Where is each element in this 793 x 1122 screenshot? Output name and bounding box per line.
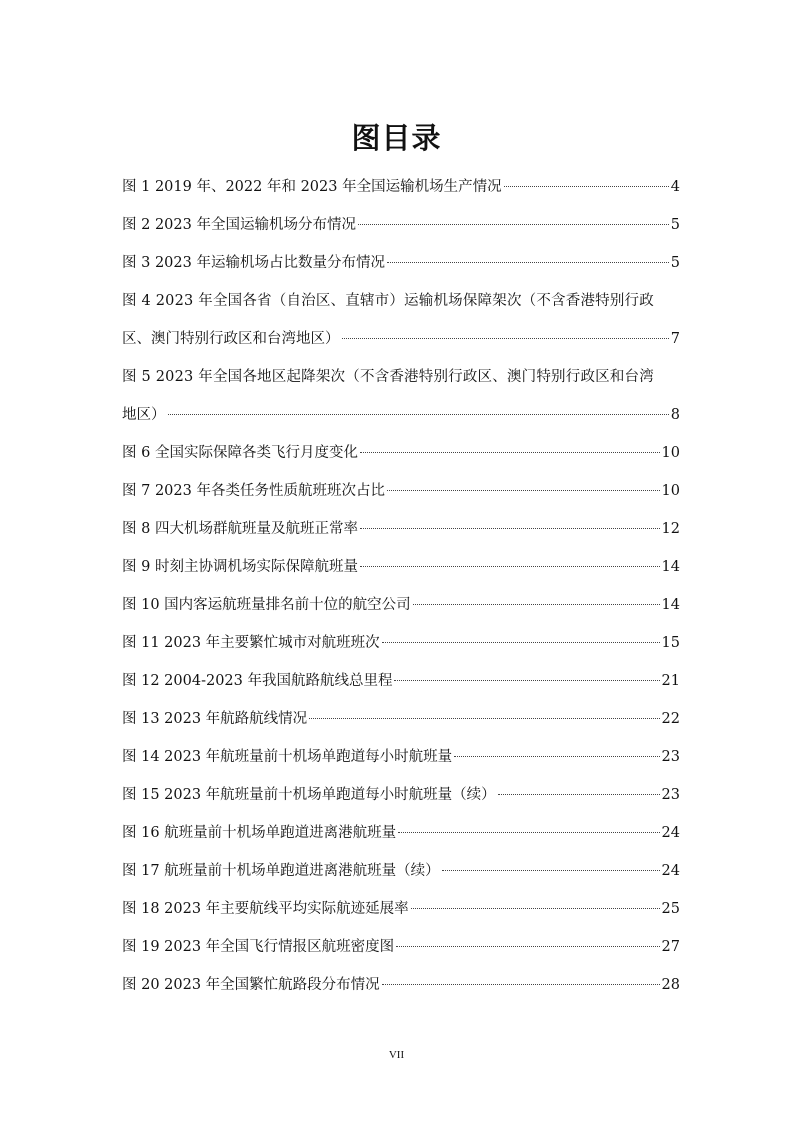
toc-entry-page: 27	[661, 939, 680, 955]
toc-entry[interactable]	[122, 476, 680, 506]
toc-entry[interactable]	[122, 286, 680, 354]
toc-entry-page: 14	[661, 597, 680, 613]
toc-entry[interactable]	[122, 210, 680, 240]
dot-leader	[411, 908, 660, 909]
toc-entry[interactable]	[122, 666, 680, 696]
dot-leader	[360, 452, 660, 453]
toc-entry[interactable]	[122, 362, 680, 430]
toc-entry-label: 地区）	[122, 407, 166, 423]
toc-entry-page: 14	[661, 559, 680, 575]
toc-entry-label-line1: 图 5 2023 年全国各地区起降架次（不含香港特别行政区、澳门特别行政区和台湾	[122, 369, 654, 385]
toc-entry-page: 28	[661, 977, 680, 993]
toc-entry-page: 12	[661, 521, 680, 537]
toc-entry-label: 图 6 全国实际保障各类飞行月度变化	[122, 445, 358, 461]
toc-entry-page: 4	[670, 179, 680, 195]
toc-entry-page: 5	[670, 255, 680, 271]
dot-leader	[398, 832, 659, 833]
toc-entry-page: 10	[661, 483, 680, 499]
toc-entry[interactable]	[122, 742, 680, 772]
toc-entry[interactable]	[122, 856, 680, 886]
toc-entry[interactable]	[122, 438, 680, 468]
toc-entry[interactable]	[122, 172, 680, 202]
toc-entry-label: 区、澳门特别行政区和台湾地区）	[122, 331, 340, 347]
toc-entry-label: 图 9 时刻主协调机场实际保障航班量	[122, 559, 358, 575]
dot-leader	[382, 984, 660, 985]
toc-entry-page: 10	[661, 445, 680, 461]
dot-leader	[382, 642, 660, 643]
toc-entry[interactable]	[122, 970, 680, 1000]
toc-entry-page: 24	[661, 825, 680, 841]
toc-entry-page: 24	[661, 863, 680, 879]
dot-leader	[387, 490, 660, 491]
toc-entry-label: 图 14 2023 年航班量前十机场单跑道每小时航班量	[122, 749, 453, 765]
toc-entry-page: 23	[661, 749, 680, 765]
toc-entry-label: 图 18 2023 年主要航线平均实际航迹延展率	[122, 901, 409, 917]
toc-entry[interactable]	[122, 780, 680, 810]
dot-leader	[360, 566, 660, 567]
dot-leader	[413, 604, 660, 605]
toc-entry-page: 25	[661, 901, 680, 917]
toc-entry[interactable]	[122, 552, 680, 582]
dot-leader	[394, 680, 659, 681]
dot-leader	[396, 946, 659, 947]
page-number: VII	[388, 1049, 405, 1061]
toc-entry[interactable]	[122, 514, 680, 544]
toc-entry-page: 21	[661, 673, 680, 689]
dot-leader	[168, 414, 669, 415]
toc-entry-label: 图 16 航班量前十机场单跑道进离港航班量	[122, 825, 397, 841]
toc-entry[interactable]	[122, 818, 680, 848]
toc-entry-label: 图 7 2023 年各类任务性质航班班次占比	[122, 483, 385, 499]
toc-entry-label: 图 19 2023 年全国飞行情报区航班密度图	[122, 939, 395, 955]
toc-entry[interactable]	[122, 932, 680, 962]
toc-entry-label-line1: 图 4 2023 年全国各省（自治区、直辖市）运输机场保障架次（不含香港特别行政	[122, 293, 654, 309]
toc-entry-page: 23	[661, 787, 680, 803]
toc-entry-label: 图 1 2019 年、2022 年和 2023 年全国运输机场生产情况	[122, 179, 502, 195]
toc-entry-label: 图 13 2023 年航路航线情况	[122, 711, 308, 727]
page-title: 图目录	[351, 121, 442, 155]
toc-entry[interactable]	[122, 248, 680, 278]
toc-entry-page: 7	[670, 331, 680, 347]
toc-entry-label: 图 3 2023 年运输机场占比数量分布情况	[122, 255, 385, 271]
toc-entry-page: 22	[661, 711, 680, 727]
toc-entry-label: 图 10 国内客运航班量排名前十位的航空公司	[122, 597, 411, 613]
toc-entry-label: 图 11 2023 年主要繁忙城市对航班班次	[122, 635, 380, 651]
toc-entry[interactable]	[122, 590, 680, 620]
toc-entry-page: 8	[670, 407, 680, 423]
toc-entry-page: 15	[661, 635, 680, 651]
dot-leader	[360, 528, 660, 529]
toc-entry-label: 图 8 四大机场群航班量及航班正常率	[122, 521, 358, 537]
dot-leader	[342, 338, 669, 339]
dot-leader	[498, 794, 660, 795]
toc-entry-label: 图 2 2023 年全国运输机场分布情况	[122, 217, 356, 233]
toc-entry[interactable]	[122, 704, 680, 734]
toc-entry-label: 图 20 2023 年全国繁忙航路段分布情况	[122, 977, 380, 993]
dot-leader	[504, 186, 669, 187]
toc-entry[interactable]	[122, 894, 680, 924]
dot-leader	[309, 718, 659, 719]
toc-entry-label: 图 15 2023 年航班量前十机场单跑道每小时航班量（续）	[122, 787, 496, 803]
toc-entry-label: 图 17 航班量前十机场单跑道进离港航班量（续）	[122, 863, 440, 879]
dot-leader	[442, 870, 660, 871]
dot-leader	[358, 224, 669, 225]
dot-leader	[387, 262, 669, 263]
dot-leader	[454, 756, 659, 757]
toc-entry-label: 图 12 2004-2023 年我国航路航线总里程	[122, 673, 393, 689]
toc-entry[interactable]	[122, 628, 680, 658]
toc-entry-page: 5	[670, 217, 680, 233]
